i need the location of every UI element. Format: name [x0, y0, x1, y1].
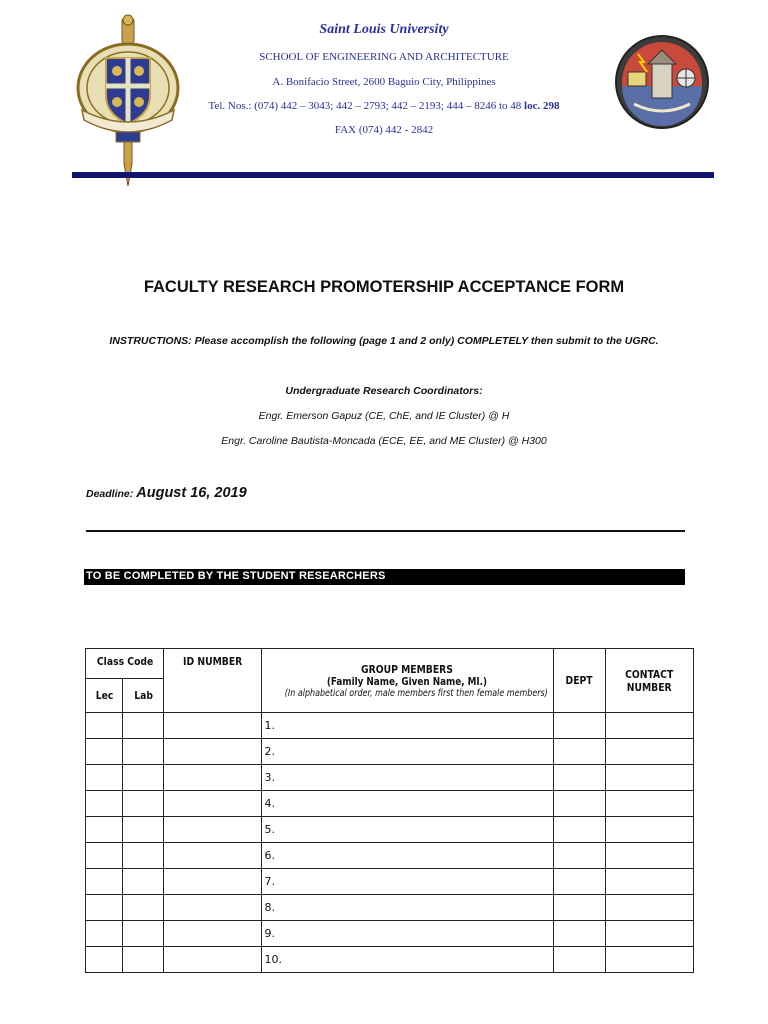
coordinators-heading: Undergraduate Research Coordinators:	[285, 385, 483, 397]
dept-cell[interactable]	[553, 791, 605, 817]
id-number-cell[interactable]	[164, 739, 261, 765]
contact-number-cell[interactable]	[605, 817, 693, 843]
lec-cell[interactable]	[86, 791, 123, 817]
table-row	[86, 791, 694, 817]
lec-cell[interactable]	[86, 895, 123, 921]
dept-cell[interactable]	[553, 895, 605, 921]
header-group-members-note: (In alphabetical order, male members first then female members)	[284, 687, 548, 699]
dept-cell[interactable]	[553, 947, 605, 973]
lab-cell[interactable]	[123, 817, 164, 843]
header-lab: Lab	[126, 679, 161, 713]
fax-number: FAX (074) 442 - 2842	[334, 124, 434, 136]
member-name-cell[interactable]: 3.	[261, 765, 553, 791]
dept-cell[interactable]	[553, 869, 605, 895]
id-number-cell[interactable]	[164, 765, 261, 791]
lec-cell[interactable]	[86, 817, 123, 843]
id-number-cell[interactable]	[164, 713, 261, 739]
contact-number-cell[interactable]	[605, 843, 693, 869]
member-name-cell[interactable]: 9.	[261, 921, 553, 947]
lec-cell[interactable]	[86, 739, 123, 765]
section-divider	[86, 530, 685, 532]
deadline	[86, 484, 247, 502]
contact-number-cell[interactable]	[605, 947, 693, 973]
dept-cell[interactable]	[553, 843, 605, 869]
dept-cell[interactable]	[553, 739, 605, 765]
member-name-cell[interactable]: 8.	[261, 895, 553, 921]
table-row	[86, 765, 694, 791]
lab-cell[interactable]	[123, 843, 164, 869]
lab-cell[interactable]	[123, 713, 164, 739]
contact-number-cell[interactable]	[605, 921, 693, 947]
lec-cell[interactable]	[86, 765, 123, 791]
lab-cell[interactable]	[123, 739, 164, 765]
member-name-cell[interactable]: 10.	[261, 947, 553, 973]
header-contact-number	[612, 649, 686, 713]
lab-cell[interactable]	[123, 921, 164, 947]
header-id-number: ID NUMBER	[172, 649, 254, 713]
member-name-cell[interactable]: 6.	[261, 843, 553, 869]
contact-number-cell[interactable]	[605, 869, 693, 895]
table-row	[86, 739, 694, 765]
contact-number-cell[interactable]	[605, 765, 693, 791]
telephone-numbers	[0, 100, 768, 112]
lab-cell[interactable]	[123, 791, 164, 817]
header-group-members-sub: (Family Name, Given Name, MI.)	[326, 675, 488, 688]
member-name-cell[interactable]: 7.	[261, 869, 553, 895]
telephone-text: Tel. Nos.: (074) 442 – 3043; 442 – 2793; 442 – 2193; 444 – 8246 to 48	[208, 100, 522, 112]
lab-cell[interactable]	[123, 895, 164, 921]
section-heading-bar	[84, 569, 685, 585]
letterhead-divider	[72, 172, 714, 178]
contact-number-cell[interactable]	[605, 713, 693, 739]
header-lec: Lec	[88, 679, 119, 713]
member-name-cell[interactable]: 4.	[261, 791, 553, 817]
table-row	[86, 713, 694, 739]
table-row	[86, 817, 694, 843]
member-name-cell[interactable]: 5.	[261, 817, 553, 843]
id-number-cell[interactable]	[164, 817, 261, 843]
section-heading: TO BE COMPLETED BY THE STUDENT RESEARCHERS	[86, 570, 386, 582]
coordinator-2: Engr. Caroline Bautista-Moncada (ECE, EE, and ME Cluster) @ H300	[221, 435, 547, 447]
lab-cell[interactable]	[123, 947, 164, 973]
id-number-cell[interactable]	[164, 869, 261, 895]
lab-cell[interactable]	[123, 869, 164, 895]
lec-cell[interactable]	[86, 713, 123, 739]
table-row	[86, 869, 694, 895]
dept-cell[interactable]	[553, 817, 605, 843]
header-group-members	[284, 649, 548, 713]
header-class-code: Class Code	[92, 649, 158, 679]
header-contact-text: CONTACT NUMBER	[625, 667, 674, 694]
lec-cell[interactable]	[86, 869, 123, 895]
contact-number-cell[interactable]	[605, 791, 693, 817]
dept-cell[interactable]	[553, 921, 605, 947]
id-number-cell[interactable]	[164, 791, 261, 817]
id-number-cell[interactable]	[164, 921, 261, 947]
header-group-members-title: GROUP MEMBERS	[361, 662, 453, 676]
deadline-value: August 16, 2019	[136, 485, 247, 501]
dept-cell[interactable]	[553, 765, 605, 791]
id-number-cell[interactable]	[164, 947, 261, 973]
school-address: A. Bonifacio Street, 2600 Baguio City, Philippines	[272, 76, 496, 88]
instructions-text: INSTRUCTIONS: Please accomplish the following (page 1 and 2 only) COMPLETELY then submit to the UGRC.	[109, 335, 659, 347]
header-dept: DEPT	[557, 649, 601, 713]
id-number-cell[interactable]	[164, 895, 261, 921]
coordinator-1: Engr. Emerson Gapuz (CE, ChE, and IE Cluster) @ H	[258, 410, 510, 422]
lec-cell[interactable]	[86, 947, 123, 973]
telephone-local: loc. 298	[524, 100, 560, 112]
form-title: FACULTY RESEARCH PROMOTERSHIP ACCEPTANCE FORM	[143, 278, 625, 296]
table-row	[86, 921, 694, 947]
contact-number-cell[interactable]	[605, 739, 693, 765]
contact-number-cell[interactable]	[605, 895, 693, 921]
group-members-table	[85, 648, 694, 973]
member-name-cell[interactable]: 1.	[261, 713, 553, 739]
table-row	[86, 843, 694, 869]
id-number-cell[interactable]	[164, 843, 261, 869]
deadline-label: Deadline:	[86, 488, 134, 500]
university-name: Saint Louis University	[319, 22, 449, 37]
table-row	[86, 895, 694, 921]
lec-cell[interactable]	[86, 921, 123, 947]
lab-cell[interactable]	[123, 765, 164, 791]
school-name: SCHOOL OF ENGINEERING AND ARCHITECTURE	[259, 51, 509, 63]
member-name-cell[interactable]: 2.	[261, 739, 553, 765]
table-row	[86, 947, 694, 973]
lec-cell[interactable]	[86, 843, 123, 869]
dept-cell[interactable]	[553, 713, 605, 739]
